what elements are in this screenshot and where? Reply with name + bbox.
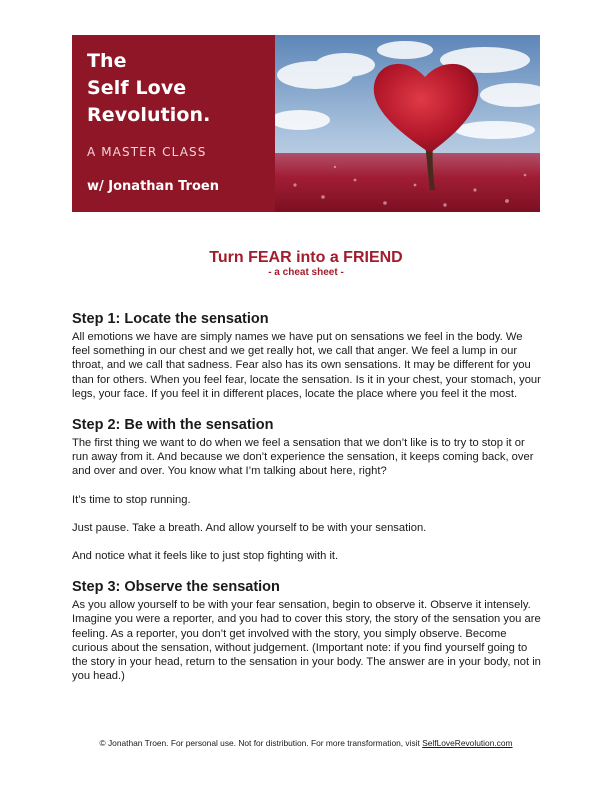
banner-title-line: The: [87, 50, 127, 72]
document-heading: [0, 249, 612, 279]
step-2-paragraph: The first thing we want to do when we feel a sensation that we don’t like is to try to stop it or run away from it. And because we don’t experience the sensation, it keeps coming back, over and over and over. You know what I’m talking about here, right?: [72, 437, 534, 478]
step-3-paragraph: As you allow yourself to be with your fear sensation, begin to observe it. Observe it intensely. Imagine you were a reporter, and you had to cover this story, the story of the sensation you are feeling. As a reporter, you don’t get involved with the story, you simply observe. Become curious about the sensation, without judgement. (Important note: if you find yourself going to the story in your head, return to the sensation in your body. The answer are in your body, not in you head.): [72, 599, 541, 683]
footer-text: © Jonathan Troen. For personal use. Not for distribution. For more transformation, visit: [99, 738, 423, 748]
banner-text-panel: [72, 35, 275, 212]
banner-title: [87, 48, 211, 129]
banner-subtitle: A MASTER CLASS: [87, 145, 207, 159]
banner-title-line: Self Love: [87, 77, 187, 99]
step-3-title: Step 3: Observe the sensation: [72, 579, 280, 596]
step-1-title: Step 1: Locate the sensation: [72, 311, 269, 327]
step-2-paragraph: It’s time to stop running.: [72, 493, 191, 506]
step-3-section: [72, 579, 542, 683]
banner-host: w/ Jonathan Troen: [87, 179, 219, 194]
heart-tree-photo: [275, 35, 540, 212]
step-1-paragraph: All emotions we have are simply names we have put on sensations we feel in the body. We feel something in our chest and we get really hot, we call that anger. We feel a lump in our throat, and we call that sadness. Fear also has its own sensations. It may be different for you than for others. When you feel fear, locate the sensation. Is it in your chest, your stomach, your legs, your face. If you feel it in different places, locate the place where you feel it the most.: [72, 331, 541, 400]
step-2-paragraph: And notice what it feels like to just stop fighting with it.: [72, 550, 339, 563]
cheat-sheet-content: [72, 311, 542, 699]
step-1-section: [72, 311, 542, 401]
step-2-paragraph: Just pause. Take a breath. And allow yourself to be with your sensation.: [72, 521, 427, 534]
page-subtitle: - a cheat sheet -: [268, 267, 344, 278]
page-title: Turn FEAR into a FRIEND: [209, 249, 403, 266]
footer-website-link[interactable]: SelfLoveRevolution.com: [422, 738, 513, 748]
step-2-section: [72, 417, 542, 563]
footer: [0, 738, 612, 748]
header-banner: [72, 35, 540, 212]
step-2-title: Step 2: Be with the sensation: [72, 417, 274, 434]
banner-title-line: Revolution.: [87, 104, 211, 126]
